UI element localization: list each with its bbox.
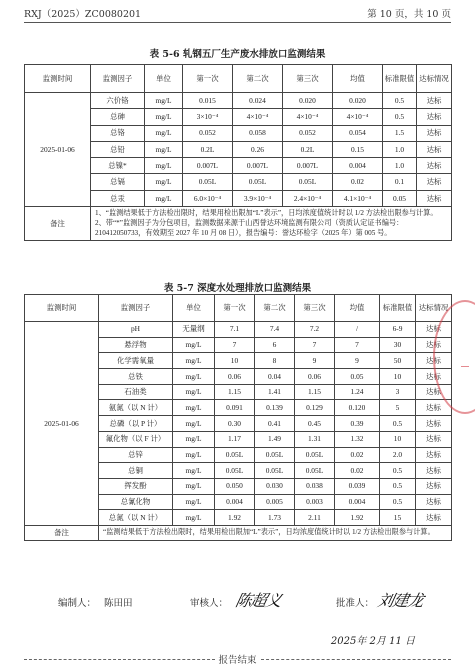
table-cell: 10	[380, 431, 416, 447]
col-header: 监测因子	[99, 295, 173, 322]
table-cell: 达标	[417, 93, 452, 109]
table-cell: mg/L	[173, 384, 215, 400]
table-cell: pH	[99, 322, 173, 338]
divider	[24, 659, 215, 660]
seal-mark	[461, 366, 469, 367]
table-cell: mg/L	[145, 158, 183, 174]
note-label: 备注	[25, 207, 91, 241]
table-cell: 达标	[416, 384, 452, 400]
table-cell: 0.5	[380, 478, 416, 494]
table-cell: 六价铬	[91, 93, 145, 109]
table-cell: 总氮（以 N 计）	[99, 510, 173, 526]
page-number: 第 10 页，共 10 页	[367, 9, 451, 20]
table-cell: 氟化物（以 F 计）	[99, 431, 173, 447]
table-cell: 0.5	[380, 463, 416, 479]
table-cell: mg/L	[173, 431, 215, 447]
table-cell: 0.30	[215, 416, 255, 432]
table1-caption: 表 5-6 轧钢五厂生产废水排放口监测结果	[149, 49, 326, 60]
note-row	[25, 525, 452, 540]
col-header: 第三次	[295, 295, 335, 322]
note-paragraph: 1、“监测结果低于方法检出限时，结果用检出限加“L”表示”，日均浓度值统计时以 1/2 方法检出限参与计算。	[95, 209, 438, 218]
table-cell: 1.5	[383, 125, 417, 141]
table-cell: 0.1	[383, 174, 417, 190]
table-cell: mg/L	[173, 447, 215, 463]
table-cell: 达标	[416, 494, 452, 510]
table-cell: mg/L	[173, 463, 215, 479]
table-cell: 氨氮（以 N 计）	[99, 400, 173, 416]
table-cell: 0.05L	[215, 447, 255, 463]
note-label: 备注	[25, 525, 99, 540]
table-cell: 0.5	[383, 109, 417, 125]
table-cell: 挥发酚	[99, 478, 173, 494]
col-header: 第二次	[255, 295, 295, 322]
table-cell: 3×10⁻⁴	[183, 109, 233, 125]
table-cell: 7.2	[295, 322, 335, 338]
table-cell: 0.02	[335, 463, 380, 479]
note-paragraph: “监测结果低于方法检出限时，结果用检出限加“L”表示”，日均浓度值统计时以 1/2 方法检出限参与计算。	[103, 527, 435, 536]
table-cell: 2.11	[295, 510, 335, 526]
table-cell: 总铬	[91, 125, 145, 141]
table-cell: 达标	[416, 463, 452, 479]
table-cell: 达标	[417, 125, 452, 141]
col-header: 第二次	[233, 65, 283, 93]
table-cell: 0.2L	[283, 141, 333, 157]
col-header: 达标情况	[416, 295, 452, 322]
table1-header-row	[25, 65, 452, 93]
table-cell: 达标	[417, 109, 452, 125]
col-header: 单位	[145, 65, 183, 93]
note-text	[91, 207, 452, 241]
table-cell: 0.007L	[283, 158, 333, 174]
reviewer-signature: 陈超义	[233, 591, 283, 610]
table-cell: 0.004	[215, 494, 255, 510]
table-cell: mg/L	[145, 93, 183, 109]
table-cell: 1.15	[215, 384, 255, 400]
col-header: 第三次	[283, 65, 333, 93]
table-cell: 达标	[416, 353, 452, 369]
col-header: 均值	[333, 65, 383, 93]
table-cell: 总镍*	[91, 158, 145, 174]
table-cell: 0.129	[295, 400, 335, 416]
table-cell: 0.05L	[283, 174, 333, 190]
table2-header-row	[25, 295, 452, 322]
monitoring-date: 2025-01-06	[25, 322, 99, 526]
table-cell: 7	[295, 337, 335, 353]
table-cell: 0.05L	[233, 174, 283, 190]
table-cell: mg/L	[173, 369, 215, 385]
table-cell: mg/L	[145, 125, 183, 141]
table-cell: 0.003	[295, 494, 335, 510]
table-cell: 总铁	[99, 369, 173, 385]
table-cell: 0.05	[383, 190, 417, 206]
table-cell: 1.49	[255, 431, 295, 447]
table-cell: 总铅	[91, 141, 145, 157]
table-cell: 4.1×10⁻⁴	[333, 190, 383, 206]
table-cell: 6.0×10⁻⁴	[183, 190, 233, 206]
col-header: 单位	[173, 295, 215, 322]
table-cell: 达标	[416, 400, 452, 416]
table-cell: 0.04	[255, 369, 295, 385]
table-cell: 0.020	[283, 93, 333, 109]
table-cell: 1.17	[215, 431, 255, 447]
table-cell: 0.054	[333, 125, 383, 141]
table-row	[25, 322, 452, 338]
document-number: RXJ（2025）ZC0080201	[24, 9, 142, 20]
table-cell: 总铜	[99, 463, 173, 479]
table-cell: 总镉	[91, 174, 145, 190]
table-cell: 0.06	[215, 369, 255, 385]
approved-by-label: 批准人：	[336, 598, 375, 609]
table-cell: 2.0	[380, 447, 416, 463]
table-cell: 达标	[416, 478, 452, 494]
table-cell: 1.92	[215, 510, 255, 526]
table-cell: 1.31	[295, 431, 335, 447]
table-cell: 0.007L	[233, 158, 283, 174]
table-cell: 0.007L	[183, 158, 233, 174]
table-cell: 6-9	[380, 322, 416, 338]
table-cell: 0.45	[295, 416, 335, 432]
table-cell: 达标	[416, 447, 452, 463]
table-row	[25, 93, 452, 109]
table-cell: 1.41	[255, 384, 295, 400]
table-cell: 10	[380, 369, 416, 385]
table-cell: 0.5	[380, 494, 416, 510]
table-cell: 0.052	[183, 125, 233, 141]
table-cell: 总锌	[99, 447, 173, 463]
col-header: 标准限值	[380, 295, 416, 322]
table-cell: 9	[295, 353, 335, 369]
table-cell: 3.9×10⁻⁴	[233, 190, 283, 206]
table-cell: 0.004	[333, 158, 383, 174]
table-cell: 总磷（以 P 计）	[99, 416, 173, 432]
table-cell: 0.26	[233, 141, 283, 157]
table-cell: mg/L	[145, 174, 183, 190]
col-header: 达标情况	[417, 65, 452, 93]
table-cell: 达标	[416, 337, 452, 353]
table-cell: /	[335, 322, 380, 338]
table-cell: 石油类	[99, 384, 173, 400]
report-end-text: 报告结束	[218, 655, 257, 666]
table-cell: 0.091	[215, 400, 255, 416]
table-cell: 0.39	[335, 416, 380, 432]
table-cell: 0.05L	[255, 463, 295, 479]
table-cell: 15	[380, 510, 416, 526]
table-cell: 1.73	[255, 510, 295, 526]
table-cell: 无量纲	[173, 322, 215, 338]
col-header: 第一次	[183, 65, 233, 93]
table-cell: 1.0	[383, 141, 417, 157]
table-cell: mg/L	[145, 109, 183, 125]
table-cell: 0.5	[383, 93, 417, 109]
table-cell: 达标	[417, 174, 452, 190]
table-cell: 2.4×10⁻⁴	[283, 190, 333, 206]
table-cell: 50	[380, 353, 416, 369]
table-cell: 0.05	[335, 369, 380, 385]
table-cell: 0.039	[335, 478, 380, 494]
table-cell: 达标	[416, 431, 452, 447]
table-cell: 0.030	[255, 478, 295, 494]
col-header: 监测时间	[25, 65, 91, 93]
table-cell: 达标	[416, 322, 452, 338]
reviewed-by-label: 审核人：	[190, 598, 229, 609]
table-cell: 0.15	[333, 141, 383, 157]
note-row	[25, 207, 452, 241]
table-cell: 0.02	[333, 174, 383, 190]
approver-signature: 刘建龙	[375, 591, 425, 610]
table-wastewater-outlet	[24, 64, 452, 241]
table-cell: 1.0	[383, 158, 417, 174]
table-cell: 0.05L	[295, 447, 335, 463]
table-cell: 0.2L	[183, 141, 233, 157]
table-cell: 0.058	[233, 125, 283, 141]
table-cell: 0.5	[380, 416, 416, 432]
page-header	[24, 6, 451, 23]
table-cell: mg/L	[173, 478, 215, 494]
table-cell: 0.020	[333, 93, 383, 109]
table-cell: mg/L	[145, 141, 183, 157]
table-cell: 4×10⁻⁴	[283, 109, 333, 125]
table-cell: 0.004	[335, 494, 380, 510]
table-cell: 总汞	[91, 190, 145, 206]
table-cell: 0.139	[255, 400, 295, 416]
table-cell: mg/L	[173, 416, 215, 432]
table-cell: 0.05L	[183, 174, 233, 190]
table-cell: mg/L	[173, 337, 215, 353]
table-cell: 5	[380, 400, 416, 416]
col-header: 监测因子	[91, 65, 145, 93]
table-cell: 7.4	[255, 322, 295, 338]
col-header: 第一次	[215, 295, 255, 322]
table-cell: mg/L	[145, 190, 183, 206]
table-cell: mg/L	[173, 353, 215, 369]
col-header: 均值	[335, 295, 380, 322]
table-cell: 0.052	[283, 125, 333, 141]
table-cell: 达标	[416, 416, 452, 432]
note-paragraph: 2、带“*”监测因子为分包项目，监测数据来源于山西誉达环境监测有限公司（资质认定证书编号：210412050733，有效期至 2027 年 10 月 08 日），报告编号：誉达环检字（2025 年）第 005 号。	[95, 218, 404, 237]
table-cell: mg/L	[173, 400, 215, 416]
table-cell: 达标	[417, 190, 452, 206]
table-cell: 8	[255, 353, 295, 369]
table-cell: 0.02	[335, 447, 380, 463]
table-cell: 3	[380, 384, 416, 400]
table-cell: 7.1	[215, 322, 255, 338]
table-cell: 0.05L	[215, 463, 255, 479]
table-cell: 达标	[417, 158, 452, 174]
table-cell: 0.06	[295, 369, 335, 385]
table-cell: 7	[335, 337, 380, 353]
table-cell: 1.32	[335, 431, 380, 447]
table-cell: 4×10⁻⁴	[333, 109, 383, 125]
divider	[261, 659, 452, 660]
signing-date: 2025年 2月 11 日	[330, 636, 415, 647]
table-cell: 4×10⁻⁴	[233, 109, 283, 125]
table-cell: 悬浮物	[99, 337, 173, 353]
prepared-by-name: 陈田田	[104, 598, 133, 609]
table-cell: 1.15	[295, 384, 335, 400]
table-cell: 达标	[417, 141, 452, 157]
table-cell: 总砷	[91, 109, 145, 125]
table2-caption: 表 5-7 深度水处理排放口监测结果	[163, 283, 312, 294]
report-end-line	[24, 652, 451, 666]
table-cell: mg/L	[173, 510, 215, 526]
table-cell: 达标	[416, 369, 452, 385]
table-cell: 9	[335, 353, 380, 369]
table-cell: 0.050	[215, 478, 255, 494]
table-cell: 10	[215, 353, 255, 369]
signature-block	[58, 587, 445, 617]
table-cell: 0.41	[255, 416, 295, 432]
table-cell: 0.120	[335, 400, 380, 416]
table-cell: 0.05L	[255, 447, 295, 463]
table-cell: 总氰化物	[99, 494, 173, 510]
table-cell: 化学需氧量	[99, 353, 173, 369]
table-cell: 1.92	[335, 510, 380, 526]
table-cell: 7	[215, 337, 255, 353]
table-cell: 达标	[416, 510, 452, 526]
table-cell: 0.05L	[295, 463, 335, 479]
note-text	[99, 525, 452, 540]
table-cell: 0.038	[295, 478, 335, 494]
col-header: 标准限值	[383, 65, 417, 93]
table-cell: 6	[255, 337, 295, 353]
monitoring-date: 2025-01-06	[25, 93, 91, 207]
col-header: 监测时间	[25, 295, 99, 322]
table-cell: mg/L	[173, 494, 215, 510]
prepared-by-label: 编制人：	[58, 598, 97, 609]
table-cell: 0.005	[255, 494, 295, 510]
table-cell: 1.24	[335, 384, 380, 400]
table-cell: 0.015	[183, 93, 233, 109]
table-deep-treatment-outlet	[24, 294, 452, 541]
table-cell: 0.024	[233, 93, 283, 109]
table-cell: 30	[380, 337, 416, 353]
